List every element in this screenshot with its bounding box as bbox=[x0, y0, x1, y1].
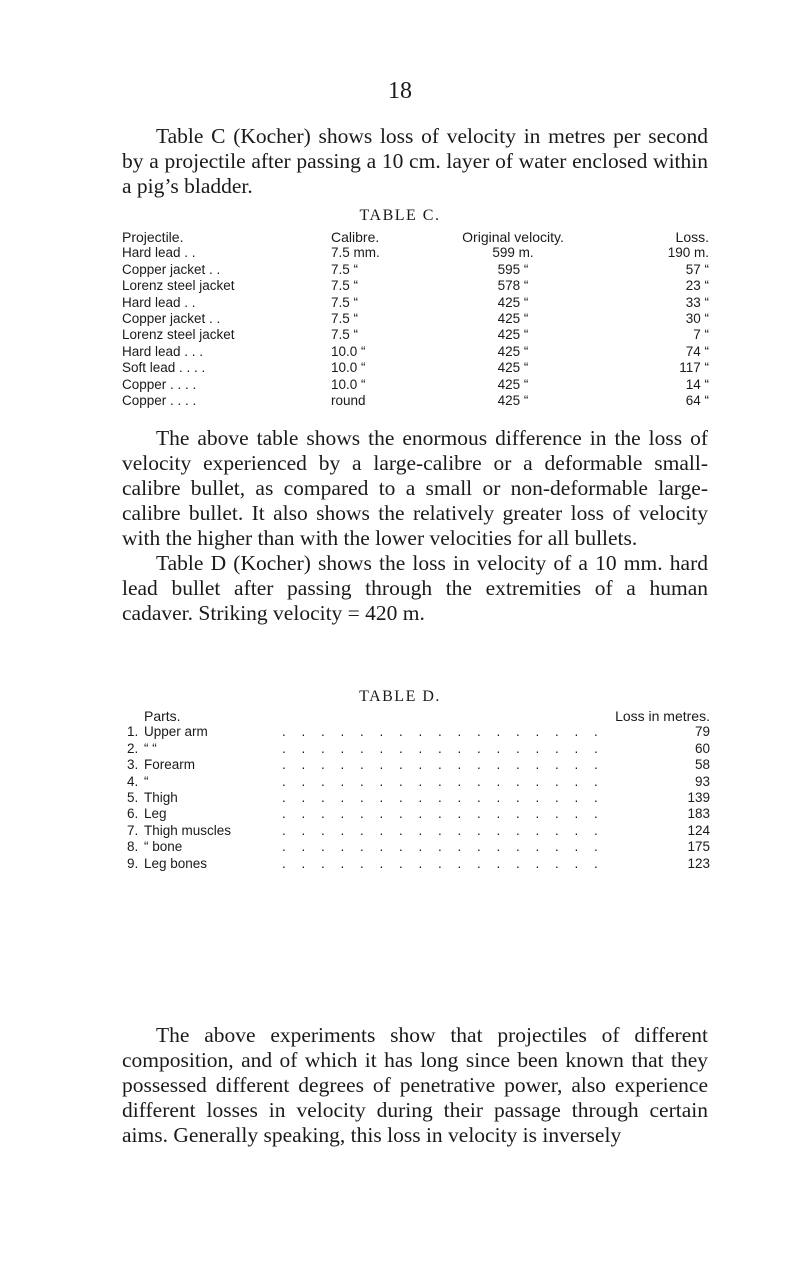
table-c-cell-projectile: Hard lead . . bbox=[122, 245, 196, 261]
dot-leader: . . . . . . . . . . . . . . . . . bbox=[282, 839, 604, 855]
table-c-cell-velocity: 425 “ bbox=[497, 294, 529, 310]
dot-leader: . . . . . . . . . . . . . . . . . bbox=[282, 822, 604, 838]
table-c-row bbox=[122, 377, 709, 393]
table-c-cell-loss: 190 m. bbox=[667, 245, 709, 261]
table-d-loss: 123 bbox=[687, 855, 710, 871]
table-c-cell-calibre: 7.5 “ bbox=[331, 327, 359, 343]
table-c-cell-projectile: Copper jacket . . bbox=[122, 261, 221, 277]
table-c-cell-velocity: 425 “ bbox=[497, 392, 529, 408]
table-c-cell-calibre: 7.5 mm. bbox=[331, 245, 380, 261]
table-c-header-calibre: Calibre. bbox=[331, 229, 380, 245]
table-c-header-loss: Loss. bbox=[675, 229, 709, 245]
table-d-row bbox=[127, 757, 710, 773]
table-d-row bbox=[127, 839, 710, 855]
table-d-part: Thigh bbox=[144, 789, 178, 805]
table-c-cell-projectile: Lorenz steel jacket bbox=[122, 327, 235, 343]
table-d-loss: 139 bbox=[687, 789, 710, 805]
table-c-row bbox=[122, 245, 709, 261]
table-d-loss: 93 bbox=[694, 773, 710, 789]
table-c-cell-calibre: 10.0 “ bbox=[331, 360, 366, 376]
table-c-cell-calibre: 7.5 “ bbox=[331, 278, 359, 294]
table-d-row bbox=[127, 806, 710, 822]
table-d-loss: 124 bbox=[687, 822, 710, 838]
table-d-row-number: 4. bbox=[127, 773, 139, 789]
table-c-cell-projectile: Copper . . . . bbox=[122, 376, 197, 392]
table-d-part: “ bbox=[144, 773, 149, 789]
table-d-row-number: 9. bbox=[127, 855, 139, 871]
table-c-header-velocity: Original velocity. bbox=[462, 229, 564, 245]
final-text: The above experiments show that projectiles of different composition, and of which it has long since been known that they possessed different degrees of penetrative power, also experience different losses in velocity during their passage through certain aims. Generally speaking, this loss in velocity is inversely bbox=[122, 1023, 708, 1147]
table-c-cell-loss: 64 “ bbox=[685, 392, 709, 408]
table-d-header-loss: Loss in metres. bbox=[615, 708, 710, 724]
table-c-row bbox=[122, 327, 709, 343]
table-c-cell-projectile: Hard lead . . bbox=[122, 294, 196, 310]
dot-leader: . . . . . . . . . . . . . . . . . bbox=[282, 789, 604, 805]
table-d-part: “ “ bbox=[144, 740, 157, 756]
table-c-cell-velocity: 599 m. bbox=[492, 245, 534, 261]
dot-leader: . . . . . . . . . . . . . . . . . bbox=[282, 757, 604, 773]
table-c-cell-velocity: 425 “ bbox=[497, 376, 529, 392]
table-c-row bbox=[122, 278, 709, 294]
dot-leader: . . . . . . . . . . . . . . . . . bbox=[282, 773, 604, 789]
dot-leader: . . . . . . . . . . . . . . . . . bbox=[282, 724, 604, 740]
final-paragraph bbox=[122, 1023, 708, 1148]
table-c-cell-velocity: 425 “ bbox=[497, 327, 529, 343]
table-c-cell-calibre: 10.0 “ bbox=[331, 376, 366, 392]
table-d-part: Leg bones bbox=[144, 855, 208, 871]
table-c-cell-calibre: 7.5 “ bbox=[331, 261, 359, 277]
table-d-loss: 175 bbox=[687, 839, 710, 855]
table-c-row bbox=[122, 262, 709, 278]
para-after-table-c: The above table shows the enormous difference in the loss of velocity experienced by a large-calibre or a deformable small-calibre bullet, as compared to a small or non-deformable large-calibre bullet. It also shows the relatively greater loss of velocity with the higher than with the lower velocities for all bullets. bbox=[122, 426, 708, 550]
intro-paragraph bbox=[122, 124, 708, 199]
table-d-loss: 79 bbox=[694, 724, 710, 740]
table-c-cell-calibre: 7.5 “ bbox=[331, 310, 359, 326]
table-c-cell-velocity: 578 “ bbox=[497, 278, 529, 294]
table-c-cell-velocity: 425 “ bbox=[497, 343, 529, 359]
table-c-cell-projectile: Lorenz steel jacket bbox=[122, 278, 235, 294]
intro-text: Table C (Kocher) shows loss of velocity in metres per second by a projectile after passing a 10 cm. layer of water enclosed within a pig’s bladder. bbox=[122, 124, 708, 198]
table-d-part: Upper arm bbox=[144, 724, 208, 740]
table-c-cell-calibre: round bbox=[331, 392, 366, 408]
table-d-title: TABLE D. bbox=[359, 688, 441, 705]
table-c-cell-projectile: Copper jacket . . bbox=[122, 310, 221, 326]
table-d-row bbox=[127, 823, 710, 839]
table-c-cell-loss: 14 “ bbox=[685, 376, 709, 392]
page-number: 18 bbox=[388, 78, 412, 104]
table-d-loss: 60 bbox=[694, 740, 710, 756]
table-c-row bbox=[122, 360, 709, 376]
table-c-row bbox=[122, 393, 709, 409]
table-c-header bbox=[122, 229, 709, 245]
table-c-cell-loss: 30 “ bbox=[685, 310, 709, 326]
table-d-row bbox=[127, 856, 710, 872]
table-d-row-number: 6. bbox=[127, 806, 139, 822]
table-c-cell-projectile: Hard lead . . . bbox=[122, 343, 204, 359]
table-d-loss: 58 bbox=[694, 757, 710, 773]
table-c-cell-loss: 23 “ bbox=[685, 278, 709, 294]
para-table-d-intro: Table D (Kocher) shows the loss in velocity of a 10 mm. hard lead bullet after passing through the extremities of a human cadaver. Striking velocity = 420 m. bbox=[122, 551, 708, 625]
table-d bbox=[127, 708, 710, 872]
table-d-row bbox=[127, 724, 710, 740]
table-c-header-projectile: Projectile. bbox=[122, 229, 184, 245]
table-d-row bbox=[127, 741, 710, 757]
table-d-row-number: 5. bbox=[127, 789, 139, 805]
table-c-cell-loss: 7 “ bbox=[693, 327, 709, 343]
analysis-paragraphs bbox=[122, 426, 708, 626]
dot-leader: . . . . . . . . . . . . . . . . . bbox=[282, 740, 604, 756]
table-d-row bbox=[127, 790, 710, 806]
table-c-title: TABLE C. bbox=[359, 207, 441, 224]
table-d-header bbox=[127, 708, 710, 724]
table-d-part: Leg bbox=[144, 806, 167, 822]
table-c-row bbox=[122, 295, 709, 311]
table-d-loss: 183 bbox=[687, 806, 710, 822]
table-c-cell-projectile: Copper . . . . bbox=[122, 392, 197, 408]
table-c-cell-velocity: 425 “ bbox=[497, 310, 529, 326]
table-c-cell-loss: 74 “ bbox=[685, 343, 709, 359]
table-c-cell-velocity: 595 “ bbox=[497, 261, 529, 277]
table-c-row bbox=[122, 311, 709, 327]
table-c-cell-calibre: 10.0 “ bbox=[331, 343, 366, 359]
table-c-cell-loss: 117 “ bbox=[679, 360, 709, 376]
table-c-cell-loss: 33 “ bbox=[685, 294, 709, 310]
table-c-cell-loss: 57 “ bbox=[685, 261, 709, 277]
dot-leader: . . . . . . . . . . . . . . . . . bbox=[282, 855, 604, 871]
table-c-row bbox=[122, 344, 709, 360]
table-c-cell-projectile: Soft lead . . . . bbox=[122, 360, 206, 376]
table-c bbox=[122, 229, 709, 409]
table-d-part: “ bone bbox=[144, 839, 183, 855]
table-d-row-number: 7. bbox=[127, 822, 139, 838]
table-d-part: Thigh muscles bbox=[144, 822, 232, 838]
table-c-cell-velocity: 425 “ bbox=[497, 360, 529, 376]
table-d-row-number: 1. bbox=[127, 724, 139, 740]
table-d-row bbox=[127, 774, 710, 790]
table-d-row-number: 8. bbox=[127, 839, 139, 855]
table-d-part: Forearm bbox=[144, 757, 196, 773]
table-d-row-number: 3. bbox=[127, 757, 139, 773]
table-d-header-parts: Parts. bbox=[144, 708, 181, 724]
dot-leader: . . . . . . . . . . . . . . . . . bbox=[282, 806, 604, 822]
table-d-row-number: 2. bbox=[127, 740, 139, 756]
table-c-cell-calibre: 7.5 “ bbox=[331, 294, 359, 310]
